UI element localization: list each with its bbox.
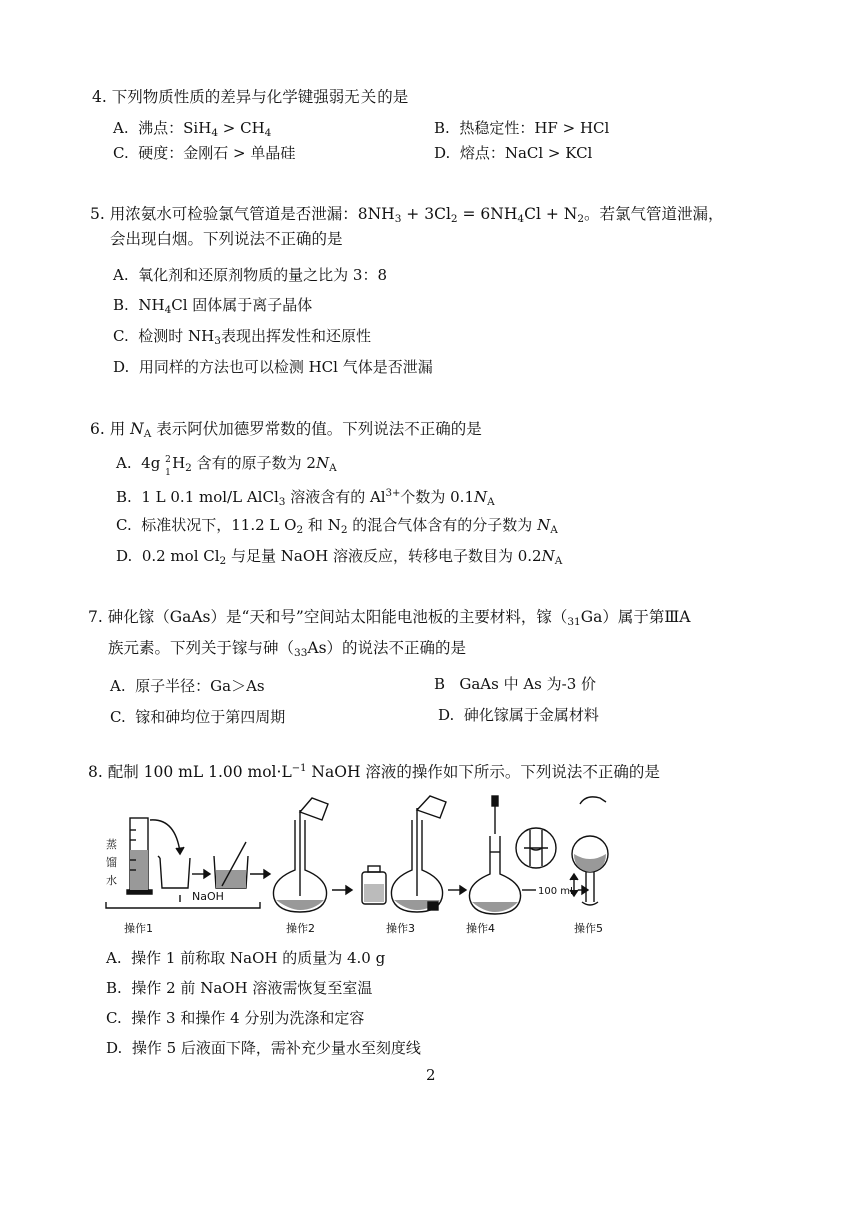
question-7-stem-line1: 7. 砷化镓（GaAs）是“天和号”空间站太阳能电池板的主要材料，镓$(_{31}Ga)$属于第ⅢA <box>88 608 691 628</box>
q8-option-b: B. 操作 2 前 NaOH 溶液需恢复至室温 <box>106 979 373 997</box>
volumetric-flask-icon <box>391 796 446 912</box>
question-7-stem-line2: 族元素。下列关于镓与砷$(_{33}As)$的说法不正确的是 <box>108 639 467 659</box>
meniscus-magnifier-icon <box>516 828 556 868</box>
water-label-char1: 蒸 <box>106 838 117 851</box>
emphasis-text: 不正确 <box>582 763 629 781</box>
beaker-icon <box>158 856 190 888</box>
step-label-5: 操作5 <box>574 922 603 935</box>
emphasis-text: 不正确 <box>265 230 312 248</box>
dropper-icon <box>492 796 498 834</box>
question-5-stem-line2: 会出现白烟。下列说法不正确的是 <box>110 230 343 248</box>
q8-option-d: D. 操作 5 后液面下降，需补充少量水至刻度线 <box>106 1039 421 1057</box>
q6-option-b: B. 1 L 0.1 mol/L AlCl$_3$ 溶液含有的 $Al^{3+}$个数为 $0.1N_A$ <box>116 488 495 508</box>
q7-option-c: C. 镓和砷均位于第四周期 <box>110 708 286 726</box>
volumetric-flask-icon <box>273 798 328 912</box>
step-label-4: 操作4 <box>466 922 495 935</box>
water-label-char3: 水 <box>106 874 117 887</box>
emphasis-text: 不正确 <box>404 420 451 438</box>
q7-option-d: D. 砷化镓属于金属材料 <box>438 706 599 724</box>
flask-inverting-icon <box>570 797 608 905</box>
solution-preparation-figure <box>100 790 640 942</box>
water-label-char2: 馏 <box>106 856 117 869</box>
volume-label: 100 mL <box>538 886 576 897</box>
q4-option-c: C. 硬度：金刚石 > 单晶硅 <box>113 144 296 162</box>
q7-option-b: B GaAs 中 As 为-3 价 <box>434 675 597 693</box>
beaker-stirring-icon <box>214 842 248 888</box>
q6-option-a: A. 4g 2 1 $H_2$ 含有的原子数为 $2N_A$ <box>116 454 337 478</box>
q5-option-a: A. 氧化剂和还原剂物质的量之比为 3：8 <box>113 266 388 284</box>
q4-option-b: B. 热稳定性：HF > HCl <box>434 119 610 137</box>
step-label-1: 操作1 <box>124 922 153 935</box>
naoh-label: NaOH <box>192 890 224 903</box>
q6-option-c: C. 标准状况下，11.2 L $O_2$ 和 $N_2$ 的混合气体含有的分子数为 $N_A$ <box>116 516 558 536</box>
step-label-3: 操作3 <box>386 922 415 935</box>
wash-bottle-icon <box>362 866 386 904</box>
emphasis-text: 无关 <box>344 88 378 106</box>
page-number: 2 <box>426 1066 436 1084</box>
q8-option-c: C. 操作 3 和操作 4 分别为洗涤和定容 <box>106 1009 365 1027</box>
step-label-2: 操作2 <box>286 922 315 935</box>
q5-option-d: D. 用同样的方法也可以检测 HCl 气体是否泄漏 <box>113 358 433 376</box>
isotope-notation: 2 1 <box>165 455 171 478</box>
question-4-stem: 4. 下列物质性质的差异与化学键强弱无关的是 <box>92 88 409 106</box>
volumetric-flask-icon <box>469 836 520 914</box>
q7-option-a: A. 原子半径：Ga＞As <box>110 677 265 695</box>
question-5-stem-line1: 5. 用浓氨水可检验氯气管道是否泄漏：$8NH_3 + 3Cl_2 = 6NH_4Cl + N_2$。若氯气管道泄漏， <box>90 205 724 225</box>
q5-option-c: C. 检测时 $NH_3$表现出挥发性和还原性 <box>113 327 371 347</box>
step1-bracket <box>106 902 260 908</box>
q6-option-d: D. 0.2 mol $Cl_2$ 与足量 NaOH 溶液反应，转移电子数目为 $0.2N_A$ <box>116 547 563 567</box>
q5-option-b: B. $NH_4Cl$ 固体属于离子晶体 <box>113 296 313 316</box>
q8-option-a: A. 操作 1 前称取 NaOH 的质量为 4.0 g <box>106 949 386 967</box>
q4-option-a: A. 沸点：$SiH_4 > CH_4$ <box>113 119 272 139</box>
graduated-cylinder-icon <box>127 818 152 894</box>
q4-option-d: D. 熔点：NaCl > KCl <box>434 144 593 162</box>
question-8-stem: 8. 配制 100 mL 1.00 $mol\cdot L^{-1}$ NaOH 溶液的操作如下所示。下列说法不正确的是 <box>88 763 660 781</box>
pour-arrow-icon <box>150 820 180 852</box>
question-6-stem: 6. 用 $N_A$ 表示阿伏加德罗常数的值。下列说法不正确的是 <box>90 420 482 440</box>
